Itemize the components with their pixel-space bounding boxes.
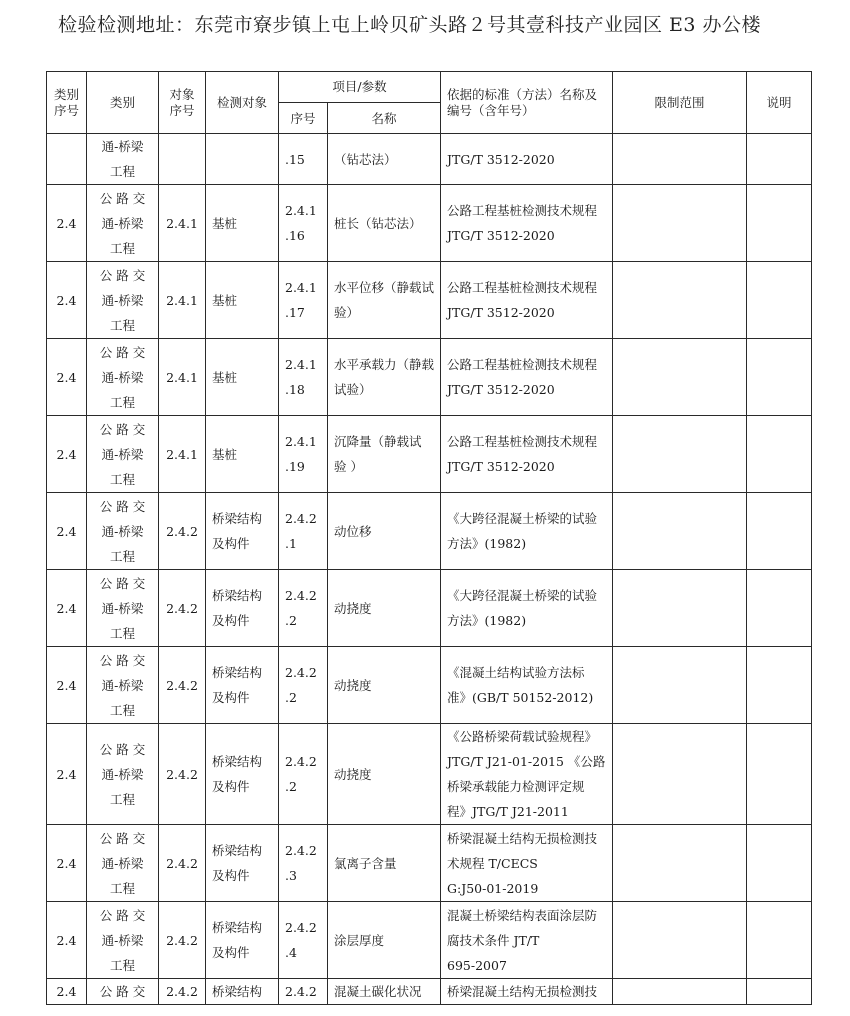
cell-cat-no <box>47 134 87 185</box>
cell-category: 公 路 交 通-桥梁 工程 <box>87 339 159 416</box>
cell-cat-no: 2.4 <box>47 724 87 825</box>
table-row <box>47 262 812 339</box>
cell-item-no: 2.4.1 .18 <box>279 339 328 416</box>
cell-standard: JTG/T 3512-2020 <box>441 134 613 185</box>
cell-category: 公 路 交 通-桥梁 工程 <box>87 724 159 825</box>
cell-limit <box>613 979 747 1005</box>
table-row <box>47 647 812 724</box>
cell-cat-no: 2.4 <box>47 416 87 493</box>
cell-standard: 公路工程基桩检测技术规程 JTG/T 3512-2020 <box>441 416 613 493</box>
cell-category: 公 路 交 通-桥梁 工程 <box>87 647 159 724</box>
cell-cat-no: 2.4 <box>47 185 87 262</box>
cell-note <box>747 724 812 825</box>
table-row <box>47 979 812 1005</box>
cell-limit <box>613 185 747 262</box>
table-row <box>47 902 812 979</box>
col-header-standard: 依据的标准（方法）名称及 编号（含年号） <box>441 72 613 134</box>
cell-object: 基桩 <box>206 416 279 493</box>
col-header-item-group: 项目/参数 <box>279 72 441 103</box>
cell-standard: 公路工程基桩检测技术规程 JTG/T 3512-2020 <box>441 262 613 339</box>
cell-item-no: 2.4.2 .4 <box>279 902 328 979</box>
cell-standard: 《大跨径混凝土桥梁的试验 方法》(1982) <box>441 570 613 647</box>
cell-object: 基桩 <box>206 339 279 416</box>
cell-note <box>747 416 812 493</box>
cell-obj-no: 2.4.2 <box>159 902 206 979</box>
cell-item-no: 2.4.2 <box>279 979 328 1005</box>
col-header-obj-no: 对象 序号 <box>159 72 206 134</box>
page-header-address: 检验检测地址：东莞市寮步镇上屯上岭贝矿头路２号其壹科技产业园区 E3 办公楼 <box>58 14 762 36</box>
cell-standard: 《大跨径混凝土桥梁的试验 方法》(1982) <box>441 493 613 570</box>
cell-item-no: 2.4.2 .2 <box>279 647 328 724</box>
cell-object: 桥梁结构 及构件 <box>206 902 279 979</box>
cell-standard: 公路工程基桩检测技术规程 JTG/T 3512-2020 <box>441 339 613 416</box>
cell-item-name: 水平承载力（静载 试验） <box>328 339 441 416</box>
cell-note <box>747 570 812 647</box>
cell-item-name: （钻芯法） <box>328 134 441 185</box>
cell-category: 公 路 交 通-桥梁 工程 <box>87 493 159 570</box>
cell-standard: 《公路桥梁荷载试验规程》 JTG/T J21-01-2015 《公路 桥梁承载能力检测评定规 程》JTG/T J21-2011 <box>441 724 613 825</box>
cell-object: 桥梁结构 <box>206 979 279 1005</box>
cell-object: 基桩 <box>206 185 279 262</box>
table-row <box>47 825 812 902</box>
cell-limit <box>613 724 747 825</box>
cell-limit <box>613 416 747 493</box>
cell-category: 公 路 交 通-桥梁 工程 <box>87 570 159 647</box>
col-header-category: 类别 <box>87 72 159 134</box>
cell-object: 桥梁结构 及构件 <box>206 570 279 647</box>
cell-item-name: 动挠度 <box>328 647 441 724</box>
cell-limit <box>613 647 747 724</box>
cell-limit <box>613 825 747 902</box>
cell-item-no: 2.4.2 .2 <box>279 570 328 647</box>
cell-object: 桥梁结构 及构件 <box>206 825 279 902</box>
table-row <box>47 339 812 416</box>
cell-limit <box>613 134 747 185</box>
cell-category: 公 路 交 <box>87 979 159 1005</box>
cell-obj-no: 2.4.2 <box>159 647 206 724</box>
cell-category: 公 路 交 通-桥梁 工程 <box>87 185 159 262</box>
table-row <box>47 134 812 185</box>
cell-note <box>747 979 812 1005</box>
cell-item-name: 涂层厚度 <box>328 902 441 979</box>
cell-cat-no: 2.4 <box>47 339 87 416</box>
cell-note <box>747 134 812 185</box>
col-header-note: 说明 <box>747 72 812 134</box>
cell-standard: 桥梁混凝土结构无损检测技 术规程 T/CECS G:J50-01-2019 <box>441 825 613 902</box>
cell-cat-no: 2.4 <box>47 493 87 570</box>
cell-obj-no: 2.4.2 <box>159 493 206 570</box>
cell-item-no: .15 <box>279 134 328 185</box>
col-header-limit: 限制范围 <box>613 72 747 134</box>
cell-item-name: 氯离子含量 <box>328 825 441 902</box>
cell-item-no: 2.4.2 .3 <box>279 825 328 902</box>
cell-note <box>747 262 812 339</box>
cell-category: 公 路 交 通-桥梁 工程 <box>87 902 159 979</box>
col-header-object: 检测对象 <box>206 72 279 134</box>
cell-item-name: 动挠度 <box>328 724 441 825</box>
cell-cat-no: 2.4 <box>47 979 87 1005</box>
cell-note <box>747 902 812 979</box>
cell-limit <box>613 339 747 416</box>
cell-note <box>747 339 812 416</box>
cell-standard: 公路工程基桩检测技术规程 JTG/T 3512-2020 <box>441 185 613 262</box>
table-row <box>47 493 812 570</box>
cell-obj-no: 2.4.1 <box>159 262 206 339</box>
cell-note <box>747 185 812 262</box>
table-row <box>47 185 812 262</box>
cell-object: 桥梁结构 及构件 <box>206 724 279 825</box>
table-header-row <box>47 72 812 103</box>
cell-item-name: 混凝土碳化状况 <box>328 979 441 1005</box>
cell-note <box>747 493 812 570</box>
cell-object: 桥梁结构 及构件 <box>206 493 279 570</box>
cell-obj-no: 2.4.1 <box>159 339 206 416</box>
cell-obj-no: 2.4.2 <box>159 825 206 902</box>
cell-standard: 混凝土桥梁结构表面涂层防 腐技术条件 JT/T 695-2007 <box>441 902 613 979</box>
cell-item-no: 2.4.2 .1 <box>279 493 328 570</box>
cell-obj-no: 2.4.1 <box>159 416 206 493</box>
cell-limit <box>613 262 747 339</box>
cell-item-no: 2.4.1 .17 <box>279 262 328 339</box>
cell-item-name: 动挠度 <box>328 570 441 647</box>
cell-cat-no: 2.4 <box>47 902 87 979</box>
col-header-item-no: 序号 <box>279 103 328 134</box>
cell-object: 桥梁结构 及构件 <box>206 647 279 724</box>
cell-object <box>206 134 279 185</box>
table-row <box>47 724 812 825</box>
cell-item-no: 2.4.1 .19 <box>279 416 328 493</box>
cell-item-name: 桩长（钻芯法） <box>328 185 441 262</box>
cell-cat-no: 2.4 <box>47 570 87 647</box>
cell-cat-no: 2.4 <box>47 262 87 339</box>
cell-obj-no: 2.4.1 <box>159 185 206 262</box>
cell-category: 公 路 交 通-桥梁 工程 <box>87 825 159 902</box>
table-row <box>47 416 812 493</box>
cell-category: 通-桥梁 工程 <box>87 134 159 185</box>
cell-note <box>747 647 812 724</box>
cell-standard: 《混凝土结构试验方法标 准》(GB/T 50152-2012) <box>441 647 613 724</box>
cell-cat-no: 2.4 <box>47 647 87 724</box>
col-header-item-name: 名称 <box>328 103 441 134</box>
cell-obj-no: 2.4.2 <box>159 570 206 647</box>
cell-obj-no: 2.4.2 <box>159 724 206 825</box>
cell-category: 公 路 交 通-桥梁 工程 <box>87 262 159 339</box>
col-header-cat-no: 类别 序号 <box>47 72 87 134</box>
cell-note <box>747 825 812 902</box>
cell-item-no: 2.4.1 .16 <box>279 185 328 262</box>
cell-limit <box>613 570 747 647</box>
cell-item-no: 2.4.2 .2 <box>279 724 328 825</box>
cell-object: 基桩 <box>206 262 279 339</box>
cell-item-name: 沉降量（静载试 验 ） <box>328 416 441 493</box>
cell-standard: 桥梁混凝土结构无损检测技 <box>441 979 613 1005</box>
cell-obj-no <box>159 134 206 185</box>
cell-limit <box>613 493 747 570</box>
cell-item-name: 动位移 <box>328 493 441 570</box>
cell-category: 公 路 交 通-桥梁 工程 <box>87 416 159 493</box>
cell-cat-no: 2.4 <box>47 825 87 902</box>
cell-item-name: 水平位移（静载试 验） <box>328 262 441 339</box>
cell-limit <box>613 902 747 979</box>
qualification-table <box>46 71 812 1005</box>
table-row <box>47 570 812 647</box>
cell-obj-no: 2.4.2 <box>159 979 206 1005</box>
